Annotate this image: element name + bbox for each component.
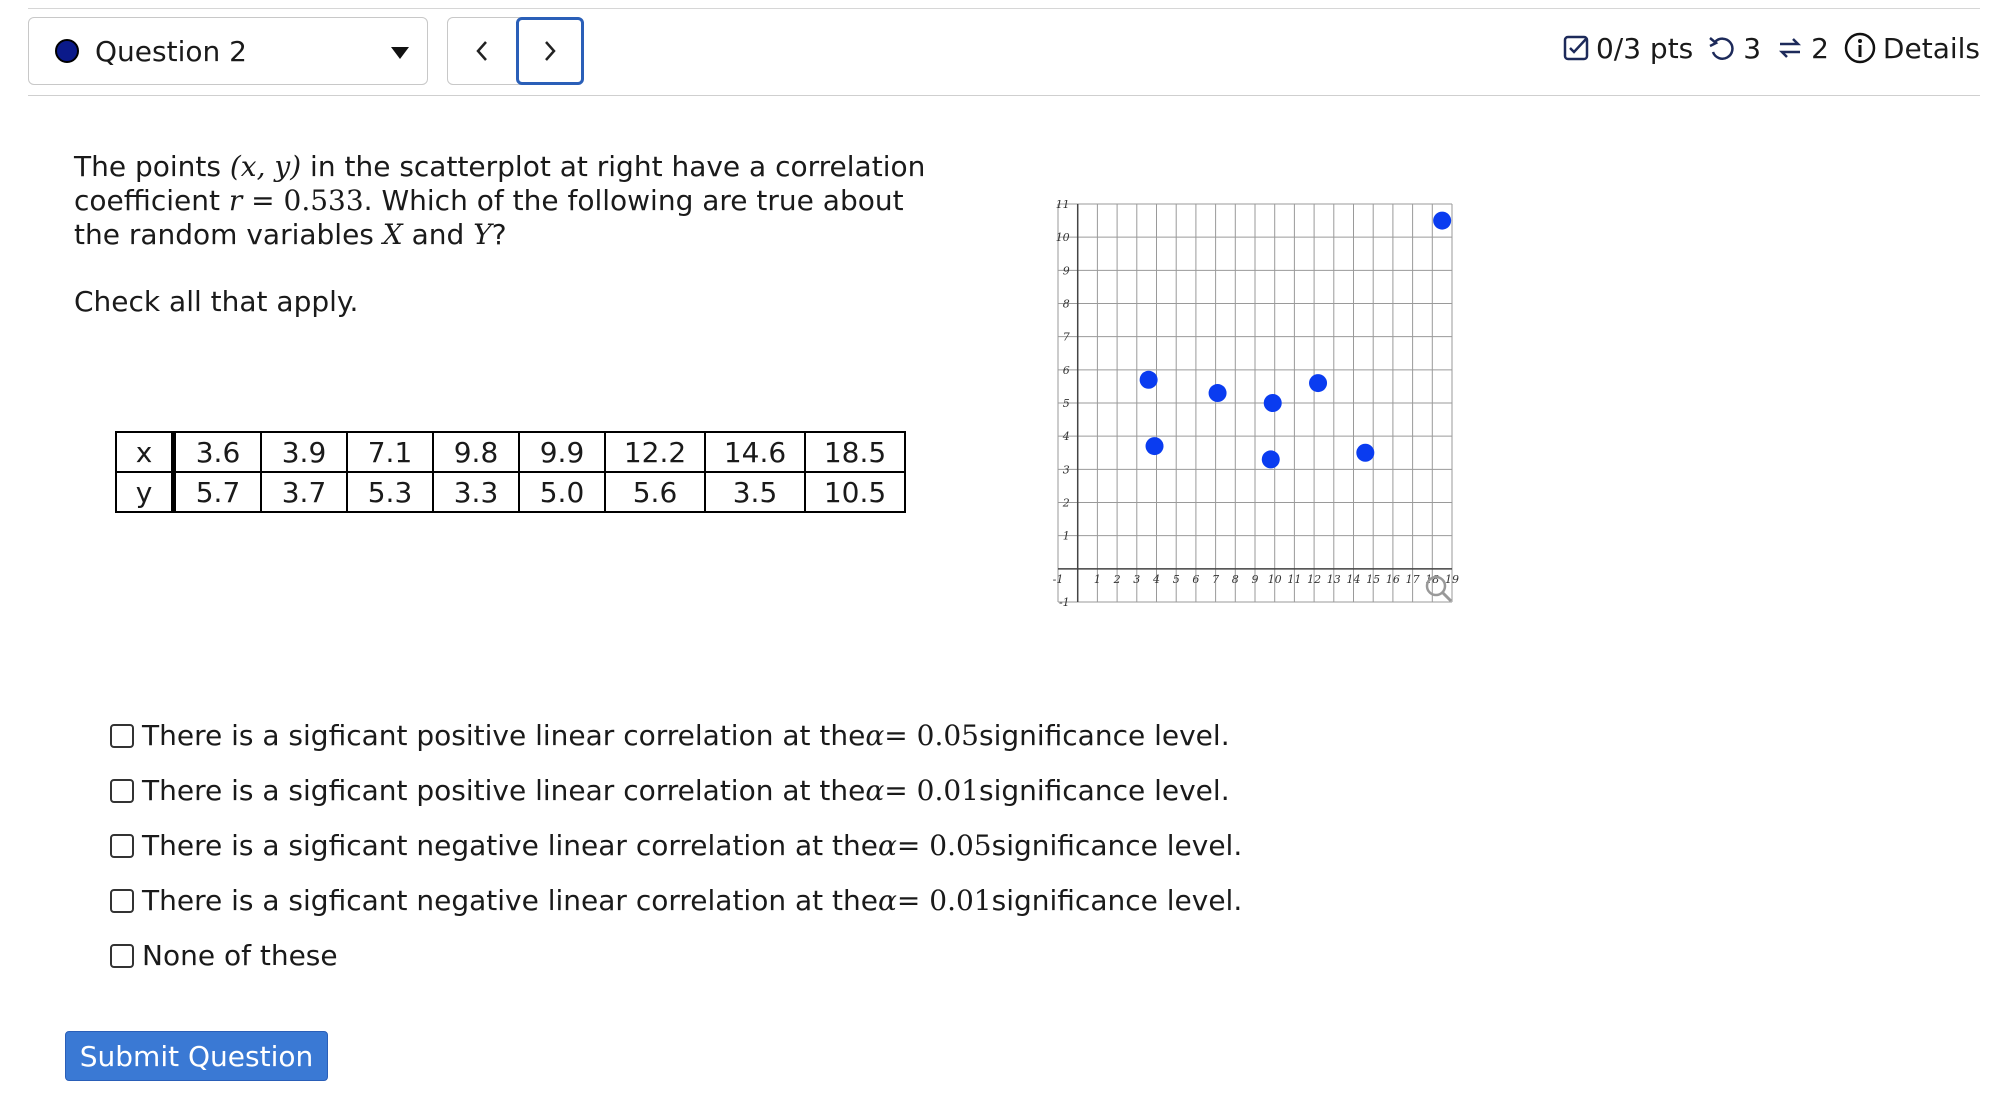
caret-down-icon: [391, 47, 409, 59]
table-cell: 3.7: [261, 472, 347, 512]
math-Y: Y: [473, 218, 492, 251]
option-4[interactable]: There is a sigficant negative linear correlation at the α = 0.01 significance level.: [110, 873, 1242, 928]
header-divider: [28, 95, 1980, 96]
checkbox[interactable]: [110, 834, 134, 858]
x-tick-label: 17: [1405, 572, 1420, 586]
x-tick-label: 9: [1251, 572, 1259, 586]
x-tick-label: 14: [1346, 572, 1361, 586]
math-r-value: = 0.533: [242, 184, 364, 217]
checkbox[interactable]: [110, 724, 134, 748]
x-tick-label: 1: [1093, 572, 1101, 586]
row-header-x: x: [116, 432, 174, 472]
y-tick-label: -1: [1058, 596, 1070, 609]
x-tick-label: 2: [1113, 572, 1121, 586]
data-point: [1146, 437, 1164, 455]
x-tick-label: 18: [1425, 572, 1440, 586]
table-cell: 9.9: [519, 432, 605, 472]
table-cell: 3.5: [705, 472, 805, 512]
row-header-y: y: [116, 472, 174, 512]
table-row-x: [116, 432, 905, 472]
x-tick-label: 10: [1267, 572, 1282, 586]
y-tick-label: 7: [1062, 330, 1070, 344]
info-icon: [1843, 31, 1877, 65]
previous-question-button[interactable]: [448, 18, 516, 84]
table-cell: 7.1: [347, 432, 433, 472]
score-text: 0/3 pts: [1595, 31, 1694, 65]
table-cell: 5.6: [605, 472, 705, 512]
chevron-right-icon: [542, 40, 558, 62]
table-cell: 9.8: [433, 432, 519, 472]
y-tick-label: 4: [1062, 430, 1070, 444]
attempts-indicator: [1775, 32, 1829, 65]
next-question-button[interactable]: [516, 17, 584, 85]
attempts-count: 2: [1811, 31, 1829, 65]
x-tick-label: -1: [1052, 572, 1064, 586]
answer-options: [110, 708, 1242, 983]
y-tick-label: 9: [1062, 264, 1070, 278]
instruction-text: Check all that apply.: [74, 285, 359, 318]
y-tick-label: 6: [1062, 363, 1070, 377]
table-row-y: [116, 472, 905, 512]
data-point: [1433, 212, 1451, 230]
math-xy: (x, y): [229, 150, 302, 183]
y-tick-label: 2: [1062, 496, 1070, 510]
plot-grid: [1055, 204, 1452, 602]
x-tick-label: 11: [1287, 572, 1302, 586]
table-cell: 18.5: [805, 432, 905, 472]
data-point: [1209, 384, 1227, 402]
x-tick-label: 16: [1385, 572, 1400, 586]
option-5[interactable]: None of these: [110, 928, 1242, 983]
x-tick-label: 8: [1231, 572, 1239, 586]
table-cell: 5.7: [174, 472, 262, 512]
plot-points: [1140, 212, 1452, 469]
x-tick-label: 15: [1366, 572, 1381, 586]
retry-icon: [1707, 34, 1737, 62]
table-cell: 3.9: [261, 432, 347, 472]
x-tick-label: 12: [1307, 572, 1322, 586]
y-tick-label: 3: [1062, 463, 1070, 477]
data-point: [1309, 374, 1327, 392]
y-tick-label: 10: [1055, 231, 1070, 245]
y-tick-label: 5: [1062, 397, 1070, 410]
x-tick-label: 5: [1172, 572, 1180, 586]
x-tick-label: 13: [1326, 572, 1341, 586]
x-tick-label: 3: [1133, 572, 1141, 586]
table-cell: 10.5: [805, 472, 905, 512]
math-X: X: [382, 218, 403, 251]
attempts-icon: [1775, 33, 1805, 63]
status-dot-icon: [55, 39, 79, 63]
math-r: r: [228, 184, 243, 217]
table-cell: 5.0: [519, 472, 605, 512]
table-cell: 3.3: [433, 472, 519, 512]
checkbox-icon: [1562, 34, 1590, 62]
checkbox[interactable]: [110, 944, 134, 968]
table-cell: 3.6: [174, 432, 262, 472]
scatterplot[interactable]: [1050, 200, 1470, 610]
x-tick-label: 7: [1212, 572, 1220, 586]
question-prompt: The points (x, y) in the scatterplot at right have a correlation coefficient r = 0.533. Which of the following are true about the random variables X and Y?: [74, 150, 926, 251]
table-cell: 5.3: [347, 472, 433, 512]
data-point: [1356, 444, 1374, 462]
checkbox[interactable]: [110, 889, 134, 913]
y-tick-label: 1: [1062, 529, 1070, 543]
score-indicator: [1562, 32, 1693, 65]
data-point: [1140, 371, 1158, 389]
submit-question-button[interactable]: Submit Question: [65, 1031, 328, 1081]
data-point: [1264, 394, 1282, 412]
retries-count: 3: [1743, 31, 1762, 65]
x-tick-label: 19: [1445, 572, 1459, 586]
details-label: Details: [1882, 31, 1980, 65]
details-button[interactable]: [1843, 31, 1980, 65]
option-3[interactable]: There is a sigficant negative linear correlation at the α = 0.05 significance level.: [110, 818, 1242, 873]
option-2[interactable]: There is a sigficant positive linear correlation at the α = 0.01 significance level.: [110, 763, 1242, 818]
plot-tick-labels: [1053, 200, 1459, 609]
top-divider: [28, 8, 1980, 9]
chevron-left-icon: [474, 40, 490, 62]
question-meta: [1548, 28, 1980, 68]
question-nav: [447, 17, 583, 85]
y-tick-label: 11: [1055, 200, 1070, 211]
table-cell: 14.6: [705, 432, 805, 472]
y-tick-label: 8: [1062, 297, 1070, 311]
retries-indicator: [1707, 32, 1761, 65]
data-table: [115, 431, 906, 513]
option-1[interactable]: There is a sigficant positive linear correlation at the α = 0.05 significance level.: [110, 708, 1242, 763]
checkbox[interactable]: [110, 779, 134, 803]
question-label: Question 2: [95, 34, 247, 68]
question-select[interactable]: [28, 17, 428, 85]
x-tick-label: 4: [1153, 572, 1160, 586]
table-cell: 12.2: [605, 432, 705, 472]
data-point: [1262, 450, 1280, 468]
x-tick-label: 6: [1192, 572, 1200, 586]
